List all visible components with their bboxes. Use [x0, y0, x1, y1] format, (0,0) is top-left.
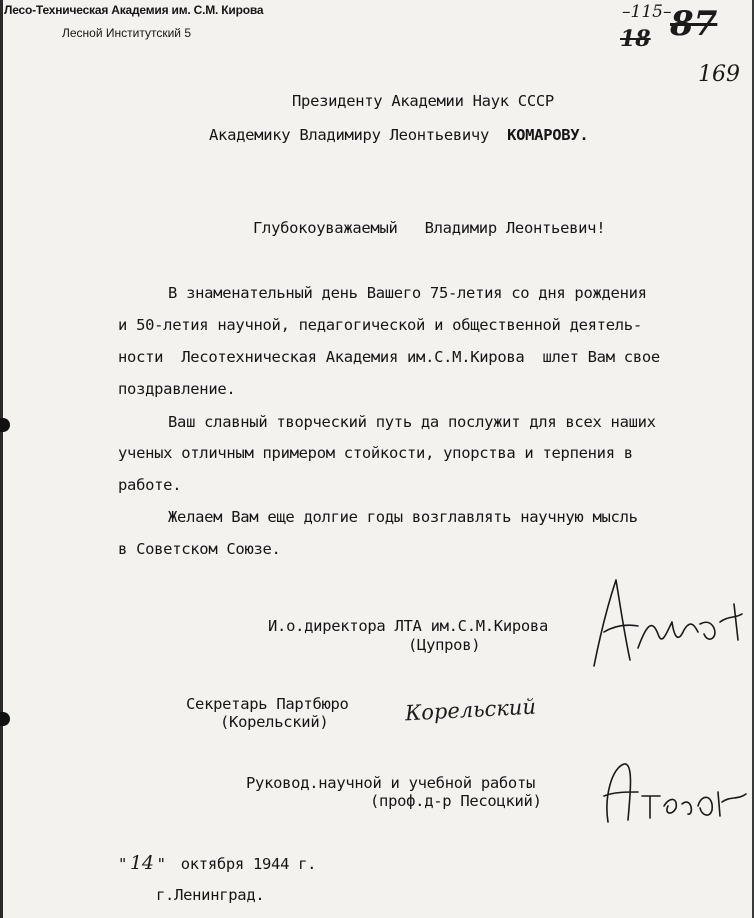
- signatory-name: (Цупров): [408, 636, 481, 654]
- body-line: Желаем Вам еще долгие годы возглавлять научную мысль: [168, 508, 638, 526]
- crossed-archive-number: 87: [670, 4, 718, 44]
- crossed-archive-number: 18: [620, 26, 651, 52]
- signatory-name: (проф.д-р Песоцкий): [370, 792, 542, 810]
- signatory-title: Руковод.научной и учебной работы: [246, 774, 536, 792]
- addressee-line-2: Академику Владимиру Леонтьевичу КОМАРОВУ.: [209, 126, 589, 144]
- signature-pesotsky: [598, 756, 752, 830]
- archive-page-number: –115–: [622, 2, 672, 22]
- signatory-name: (Корельский): [220, 713, 329, 731]
- letter-date: " 14 " октября 1944 г.: [118, 852, 317, 874]
- body-line: ности Лесотехническая Академия им.С.М.Кирова шлет Вам свое: [118, 348, 660, 366]
- signature-korelsky: Корельский: [404, 694, 537, 726]
- punch-hole-mark: [0, 418, 10, 432]
- addressee-surname: КОМАРОВУ.: [507, 126, 589, 144]
- body-line: поздравление.: [118, 380, 236, 398]
- letter-city: г.Ленинград.: [156, 886, 265, 904]
- body-line: В знаменательный день Вашего 75-летия со дня рождения: [168, 284, 647, 302]
- date-day-handwritten: 14: [130, 852, 154, 874]
- signature-tsuprov: [586, 574, 750, 674]
- body-line: ученых отличным примером стойкости, упорства и терпения в: [118, 444, 633, 462]
- signatory-title: Секретарь Партбюро: [186, 695, 349, 713]
- salutation: Глубокоуважаемый Владимир Леонтьевич!: [253, 219, 606, 237]
- letterhead-address: Лесной Институтский 5: [62, 26, 191, 40]
- punch-hole-mark: [0, 712, 10, 726]
- body-line: и 50-летия научной, педагогической и общественной деятель-: [118, 316, 642, 334]
- folio-number: 169: [698, 62, 740, 87]
- body-line: Ваш славный творческий путь да послужит для всех наших: [168, 413, 656, 431]
- body-line: в Советском Союзе.: [118, 540, 281, 558]
- signatory-title: И.о.директора ЛТА им.С.М.Кирова: [268, 617, 548, 635]
- letterhead-institution: Лесо-Техническая Академия им. С.М. Кирова: [4, 3, 264, 17]
- addressee-line-1: Президенту Академии Наук СССР: [292, 92, 554, 110]
- body-line: работе.: [118, 476, 182, 494]
- scan-left-edge: [0, 0, 3, 918]
